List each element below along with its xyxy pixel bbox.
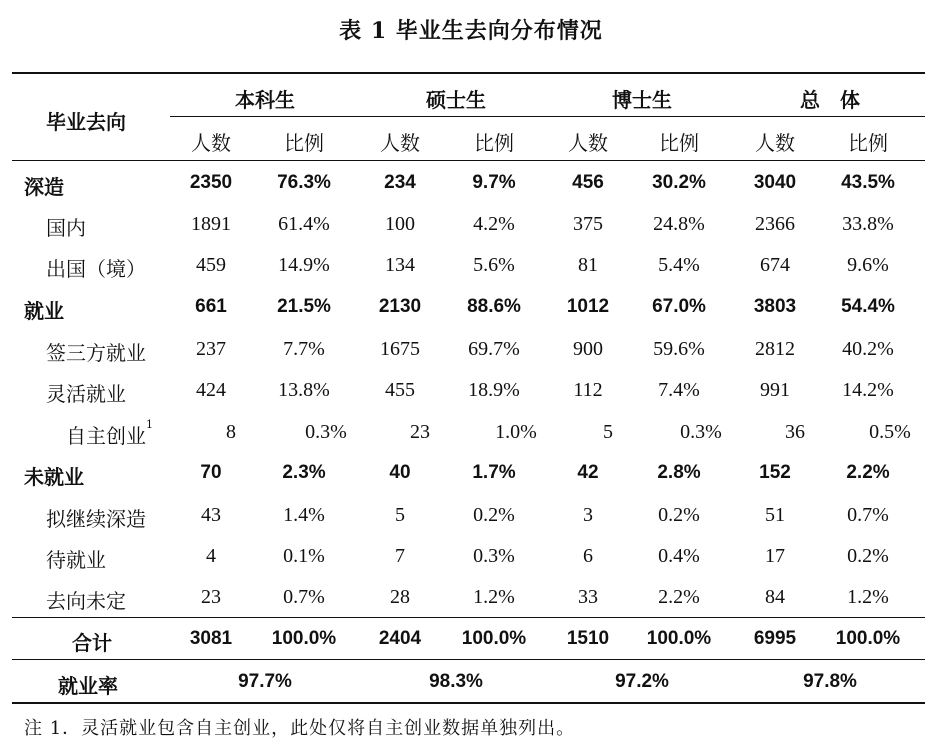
row-label: 未就业 [24,465,84,489]
table-cell: 0.4% [658,545,700,567]
table-cell: 59.6% [653,338,705,360]
table-cell: 1.2% [473,586,515,608]
table-cell: 0.2% [473,504,515,526]
total-cell: 100.0% [271,628,337,649]
table-cell: 455 [385,379,415,401]
table-cell: 7.4% [658,379,700,401]
row-label: 深造 [24,175,64,199]
table-cell: 23 [410,421,430,443]
table-cell: 900 [573,338,603,360]
table-cell: 0.3% [473,545,515,567]
table-cell: 2812 [755,338,795,360]
total-cell: 100.0% [646,628,712,649]
table-cell: 1.2% [847,586,889,608]
table-cell: 237 [196,338,226,360]
table-cell: 28 [390,586,410,608]
table-cell: 0.3% [305,421,347,443]
row-label: 去向未定 [46,589,126,613]
table-cell: 0.7% [847,504,889,526]
table-cell: 152 [759,462,791,483]
table-cell: 1.7% [472,462,516,483]
total-cell: 100.0% [835,628,901,649]
table-cell: 7 [395,545,405,567]
row-label: 拟继续深造 [46,507,146,531]
table-cell: 2.8% [657,462,701,483]
table-cell: 30.2% [652,172,706,193]
table-cell: 5 [603,421,613,443]
table-cell: 1891 [191,213,231,235]
table-cell: 54.4% [841,296,895,317]
row-label: 国内 [46,216,86,240]
total-label: 合计 [72,631,112,655]
table-cell: 7.7% [283,338,325,360]
table-title: 表 1 毕业生去向分布情况 [339,18,603,44]
table-cell: 375 [573,213,603,235]
table-cell: 21.5% [277,296,331,317]
table-cell: 2.3% [282,462,326,483]
table-cell: 991 [760,379,790,401]
rate-cell: 98.3% [429,671,483,692]
sub-header: 比例 [474,131,514,155]
table-cell: 61.4% [278,213,330,235]
table-cell: 40.2% [842,338,894,360]
table-cell: 0.2% [658,504,700,526]
table-cell: 2350 [189,172,233,193]
table-cell: 3803 [753,296,797,317]
table-cell: 23 [201,586,221,608]
group-header: 本科生 [235,88,295,112]
table-cell: 17 [765,545,785,567]
table-cell: 112 [573,379,603,401]
group-header: 总 体 [800,88,860,112]
table-cell: 0.5% [869,421,911,443]
table-cell: 51 [765,504,785,526]
table-cell: 459 [196,254,226,276]
table-cell: 14.9% [278,254,330,276]
sub-header: 人数 [755,131,795,155]
table-cell: 70 [200,462,222,483]
table-cell: 2.2% [846,462,890,483]
header-bottom-rule [12,160,925,161]
footnote: 注 1．灵活就业包含自主创业，此处仅将自主创业数据单独列出。 [24,718,576,739]
rate-cell: 97.8% [803,671,857,692]
table-cell: 43.5% [841,172,895,193]
table-cell: 134 [385,254,415,276]
table-cell: 0.7% [283,586,325,608]
table-cell: 3040 [753,172,797,193]
table-cell: 6 [583,545,593,567]
table-cell: 0.3% [680,421,722,443]
table-cell: 661 [195,296,227,317]
table-cell: 8 [226,421,236,443]
row-label: 待就业 [46,548,106,572]
table-cell: 13.8% [278,379,330,401]
table-cell: 84 [765,586,785,608]
top-rule [12,72,925,74]
row-label: 灵活就业 [46,382,126,406]
table-cell: 5.4% [658,254,700,276]
table-cell: 33.8% [842,213,894,235]
table-cell: 4.2% [473,213,515,235]
table-cell: 76.3% [277,172,331,193]
table-cell: 5 [395,504,405,526]
table-cell: 456 [572,172,604,193]
table-cell: 0.2% [847,545,889,567]
table-cell: 2366 [755,213,795,235]
table-cell: 67.0% [652,296,706,317]
table-cell: 424 [196,379,226,401]
sub-header: 人数 [191,131,231,155]
total-bottom-rule [12,659,925,660]
table-cell: 2.2% [658,586,700,608]
sub-header: 比例 [848,131,888,155]
table-cell: 33 [578,586,598,608]
table-cell: 43 [201,504,221,526]
total-cell: 3081 [189,628,233,649]
sub-header: 比例 [284,131,324,155]
table-cell: 1.0% [495,421,537,443]
row-label: 自主创业$^1$ [66,418,153,448]
table-cell: 1675 [380,338,420,360]
table-cell: 1.4% [283,504,325,526]
sub-header: 比例 [659,131,699,155]
total-cell: 6995 [753,628,797,649]
table-cell: 81 [578,254,598,276]
table-cell: 4 [206,545,216,567]
rate-cell: 97.2% [615,671,669,692]
table-cell: 36 [785,421,805,443]
row-label: 出国（境） [46,257,146,281]
table-cell: 0.1% [283,545,325,567]
table-cell: 2130 [378,296,422,317]
table-cell: 40 [389,462,411,483]
table-bottom-rule [12,702,925,704]
total-cell: 2404 [378,628,422,649]
total-cell: 100.0% [461,628,527,649]
table-cell: 18.9% [468,379,520,401]
table-cell: 69.7% [468,338,520,360]
table-cell: 3 [583,504,593,526]
sub-header: 人数 [380,131,420,155]
group-header: 博士生 [612,88,672,112]
table-cell: 674 [760,254,790,276]
header-category: 毕业去向 [46,110,126,134]
table-cell: 234 [384,172,416,193]
sub-header: 人数 [568,131,608,155]
table-cell: 88.6% [467,296,521,317]
total-cell: 1510 [566,628,610,649]
row-label: 签三方就业 [46,341,146,365]
table-cell: 5.6% [473,254,515,276]
table-cell: 1012 [566,296,610,317]
total-top-rule [12,617,925,618]
rate-label: 就业率 [58,674,118,698]
table-cell: 42 [577,462,599,483]
subheader-rule [170,116,925,117]
row-label: 就业 [24,299,64,323]
group-header: 硕士生 [426,88,486,112]
rate-cell: 97.7% [238,671,292,692]
table-cell: 9.6% [847,254,889,276]
table-cell: 24.8% [653,213,705,235]
footnote-marker: 1 [146,418,153,431]
table-cell: 100 [385,213,415,235]
table-cell: 9.7% [472,172,516,193]
table-cell: 14.2% [842,379,894,401]
